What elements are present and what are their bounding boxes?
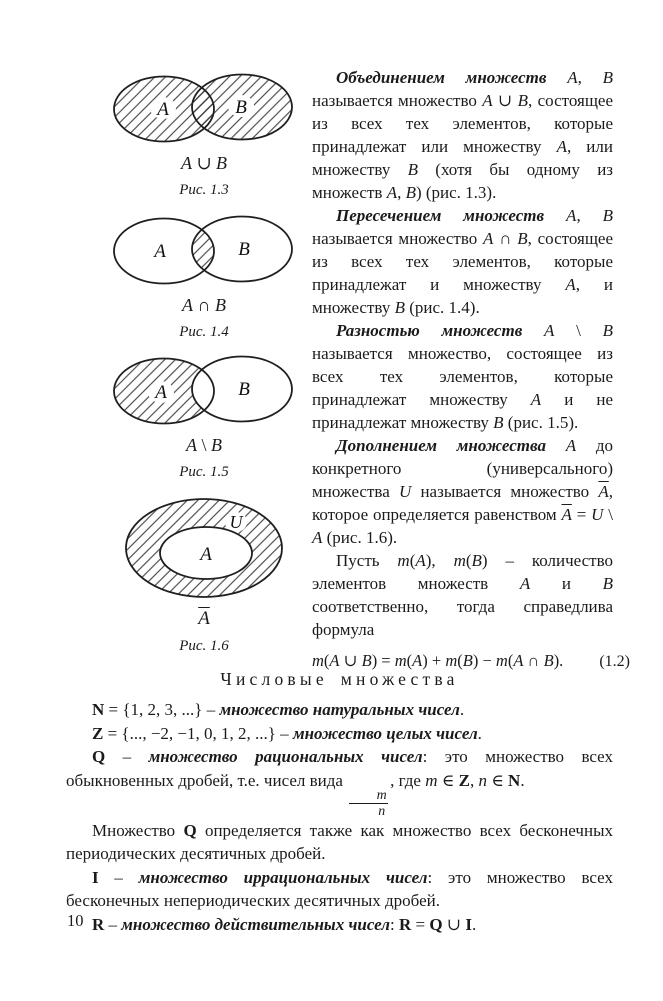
figure-caption: Рис. 1.4 xyxy=(179,324,229,340)
set-a-label: A xyxy=(200,544,212,565)
set-a-label: A xyxy=(155,382,167,403)
inclusion-exclusion-formula xyxy=(312,651,630,671)
figure-1-3 xyxy=(112,72,296,199)
formula-number: (1.2) xyxy=(599,653,630,670)
numeric-sets-column xyxy=(66,698,613,936)
set-b-label: B xyxy=(238,239,250,260)
cardinality-paragraph: Пусть m(A), m(B) – количество элементов множеств A и B соответственно, тогда справедлива формула xyxy=(312,551,613,639)
section-heading: Числовые множества xyxy=(220,669,459,689)
rational-decimal-paragraph: Множество Q определяется также как множество всех бесконечных периодических десятичных дробей. xyxy=(66,820,613,864)
universal-set-label: U xyxy=(229,512,243,532)
venn-complement-diagram xyxy=(112,496,296,600)
figure-1-5 xyxy=(112,354,296,481)
page-number: 10 xyxy=(67,911,84,930)
irrational-numbers-paragraph: I – множество иррациональных чисел: это множество всех бесконечных непериодических десятичных дробей. xyxy=(66,867,613,911)
venn-difference-diagram xyxy=(112,354,296,426)
venn-intersection-diagram xyxy=(112,214,296,286)
figure-caption: Рис. 1.5 xyxy=(179,464,229,480)
difference-definition-paragraph: Разностью множеств A \ B называется множество, состоящее из всех тех элементов, которые принадлежат множеству A и не принадлежат множеству B (рис. 1.5). xyxy=(312,321,613,432)
figure-formula-label: A ∪ B xyxy=(180,153,228,173)
set-b-label: B xyxy=(238,379,250,400)
complement-definition-paragraph: Дополнением множества A до конкретного (универсального) множества U называется множество $\overline{A}$, которое определяется равенством $\overline{A} = U$ \ A (рис. 1.6). xyxy=(312,436,614,547)
set-a-label: A xyxy=(154,241,166,262)
real-numbers-paragraph: R – множество действительных чисел: R = Q ∪ I. xyxy=(92,914,477,934)
figure-caption: Рис. 1.3 xyxy=(179,182,229,198)
figure-1-4 xyxy=(112,214,296,341)
figure-formula-label: $\overline{A}$ xyxy=(198,608,210,629)
definitions-column xyxy=(312,66,630,671)
intersection-definition-paragraph: Пересечением множеств A, B называется множество A ∩ B, состоящее из всех тех элементов, которые принадлежат и множеству A, и множеству B (рис. 1.4). xyxy=(312,206,614,317)
union-definition-paragraph: Объединением множеств A, B называется множество A ∪ B, состоящее из всех тех элементов, которые принадлежат или множеству A, или множеству B (хотя бы одному из множеств A, B) (рис. 1.3). xyxy=(312,68,614,202)
set-b-label: B xyxy=(235,97,247,118)
formula-expression: m(A ∪ B) = m(A) + m(B) − m(A ∩ B). xyxy=(312,651,564,670)
figure-caption: Рис. 1.6 xyxy=(179,638,229,654)
integer-numbers-paragraph: Z = {..., −2, −1, 0, 1, 2, ...} – множество целых чисел. xyxy=(92,723,482,743)
figure-1-6 xyxy=(112,496,296,655)
venn-union-diagram xyxy=(112,72,296,144)
set-a-label: A xyxy=(157,99,169,120)
rational-numbers-paragraph: Q – множество рациональных чисел: это множество всех обыкновенных дробей, т.е. чисел вида $\frac{m}{n}$ , где m ∈ Z, n ∈ N. xyxy=(66,747,613,819)
natural-numbers-paragraph: N = {1, 2, 3, ...} – множество натуральных чисел. xyxy=(92,700,465,719)
figure-formula-label: A \ B xyxy=(185,435,222,455)
figure-formula-label: A ∩ B xyxy=(182,295,226,315)
